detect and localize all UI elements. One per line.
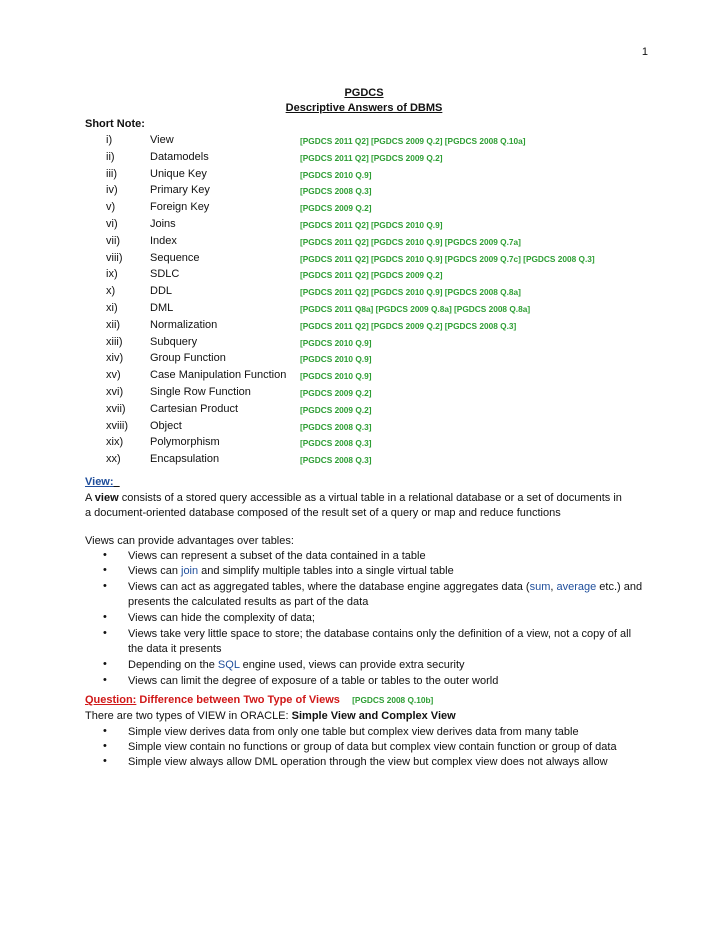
join-link[interactable]: join [181, 565, 199, 577]
item-number: xiii) [106, 336, 123, 348]
item-number: viii) [106, 252, 123, 264]
bullet-icon: • [103, 549, 107, 561]
item-term: View [150, 134, 174, 146]
view-definition-line2: a document-oriented database composed of the result set of a query or map and reduce functions [85, 507, 561, 519]
item-references: [PGDCS 2010 Q.9] [300, 354, 372, 364]
item-references: [PGDCS 2011 Q2] [PGDCS 2010 Q.9] [300, 220, 443, 230]
document-subtitle: Descriptive Answers of DBMS [285, 102, 443, 114]
item-term: DDL [150, 285, 173, 297]
item-term: SDLC [150, 268, 180, 280]
item-term: Cartesian Product [150, 403, 239, 415]
item-term: Foreign Key [150, 201, 210, 213]
item-term: Datamodels [150, 151, 209, 163]
short-note-label: Short Note: [85, 118, 145, 130]
item-number: xvi) [106, 386, 124, 398]
item-references: [PGDCS 2011 Q2] [PGDCS 2009 Q.2] [PGDCS 2008 Q.10a] [300, 136, 526, 146]
item-term: Case Manipulation Function [150, 369, 287, 381]
bullet-icon: • [103, 564, 107, 576]
sql-link[interactable]: SQL [217, 659, 240, 671]
sum-link[interactable]: sum [529, 581, 551, 593]
item-number: xv) [106, 369, 121, 381]
bullet-icon: • [103, 755, 107, 767]
item-number: i) [106, 134, 113, 146]
item-term: Primary Key [150, 184, 210, 196]
item-term: Object [150, 420, 182, 432]
item-number: xx) [106, 453, 121, 465]
item-term: Encapsulation [150, 453, 220, 465]
average-link[interactable]: average [556, 581, 597, 593]
item-term: Subquery [150, 336, 198, 348]
item-term: Joins [150, 218, 176, 230]
item-term: Index [150, 235, 177, 247]
item-references: [PGDCS 2010 Q.9] [300, 371, 372, 381]
question-reference: [PGDCS 2008 Q.10b] [352, 695, 434, 705]
item-number: vi) [106, 218, 118, 230]
item-references: [PGDCS 2008 Q.3] [300, 455, 372, 465]
view-definition-line1: A view consists of a stored query accessible as a virtual table in a relational database or a set of documents in [85, 492, 622, 504]
item-number: vii) [106, 235, 121, 247]
question-intro: There are two types of VIEW in ORACLE: Simple View and Complex View [85, 710, 456, 722]
item-references: [PGDCS 2011 Q2] [PGDCS 2009 Q.2] [300, 153, 443, 163]
item-references: [PGDCS 2008 Q.3] [300, 438, 372, 448]
item-references: [PGDCS 2011 Q8a] [PGDCS 2009 Q.8a] [PGDCS 2008 Q.8a] [300, 304, 531, 314]
item-references: [PGDCS 2009 Q.2] [300, 203, 372, 213]
item-term: Normalization [150, 319, 218, 331]
item-term: Polymorphism [150, 436, 220, 448]
view-heading: View: [85, 476, 114, 488]
item-number: x) [106, 285, 116, 297]
item-number: xiv) [106, 352, 124, 364]
page-number: 1 [641, 46, 648, 58]
bullet-icon: • [103, 674, 107, 686]
bullet-icon: • [103, 725, 107, 737]
item-number: xvii) [106, 403, 126, 415]
item-references: [PGDCS 2010 Q.9] [300, 170, 372, 180]
item-number: ii) [106, 151, 115, 163]
item-references: [PGDCS 2009 Q.2] [300, 405, 372, 415]
item-references: [PGDCS 2009 Q.2] [300, 388, 372, 398]
item-number: xii) [106, 319, 121, 331]
bullet-icon: • [103, 740, 107, 752]
item-references: [PGDCS 2008 Q.3] [300, 186, 372, 196]
item-number: xi) [106, 302, 118, 314]
view-heading-link: View [85, 476, 110, 488]
advantages-intro: Views can provide advantages over tables: [85, 535, 294, 547]
item-term: DML [150, 302, 174, 314]
bullet-icon: • [103, 627, 107, 639]
document-title: PGDCS [344, 87, 384, 99]
bullet-icon: • [103, 580, 107, 592]
item-number: xviii) [106, 420, 128, 432]
item-number: iv) [106, 184, 118, 196]
question-heading: Question: Difference between Two Type of Views [PGDCS 2008 Q.10b] [85, 694, 434, 706]
item-references: [PGDCS 2011 Q2] [PGDCS 2010 Q.9] [PGDCS 2009 Q.7a] [300, 237, 521, 247]
item-references: [PGDCS 2010 Q.9] [300, 338, 372, 348]
item-references: [PGDCS 2008 Q.3] [300, 422, 372, 432]
bullet-icon: • [103, 611, 107, 623]
item-number: ix) [106, 268, 118, 280]
item-term: Single Row Function [150, 386, 251, 398]
item-term: Unique Key [150, 168, 207, 180]
bullet-icon: • [103, 658, 107, 670]
item-references: [PGDCS 2011 Q2] [PGDCS 2009 Q.2] [PGDCS 2008 Q.3] [300, 321, 517, 331]
item-references: [PGDCS 2011 Q2] [PGDCS 2010 Q.9] [PGDCS 2008 Q.8a] [300, 287, 521, 297]
item-term: Sequence [150, 252, 200, 264]
item-number: iii) [106, 168, 117, 180]
item-number: v) [106, 201, 116, 213]
item-references: [PGDCS 2011 Q2] [PGDCS 2009 Q.2] [300, 270, 443, 280]
item-number: xix) [106, 436, 124, 448]
item-term: Group Function [150, 352, 226, 364]
item-references: [PGDCS 2011 Q2] [PGDCS 2010 Q.9] [PGDCS 2009 Q.7c] [PGDCS 2008 Q.3] [300, 254, 595, 264]
